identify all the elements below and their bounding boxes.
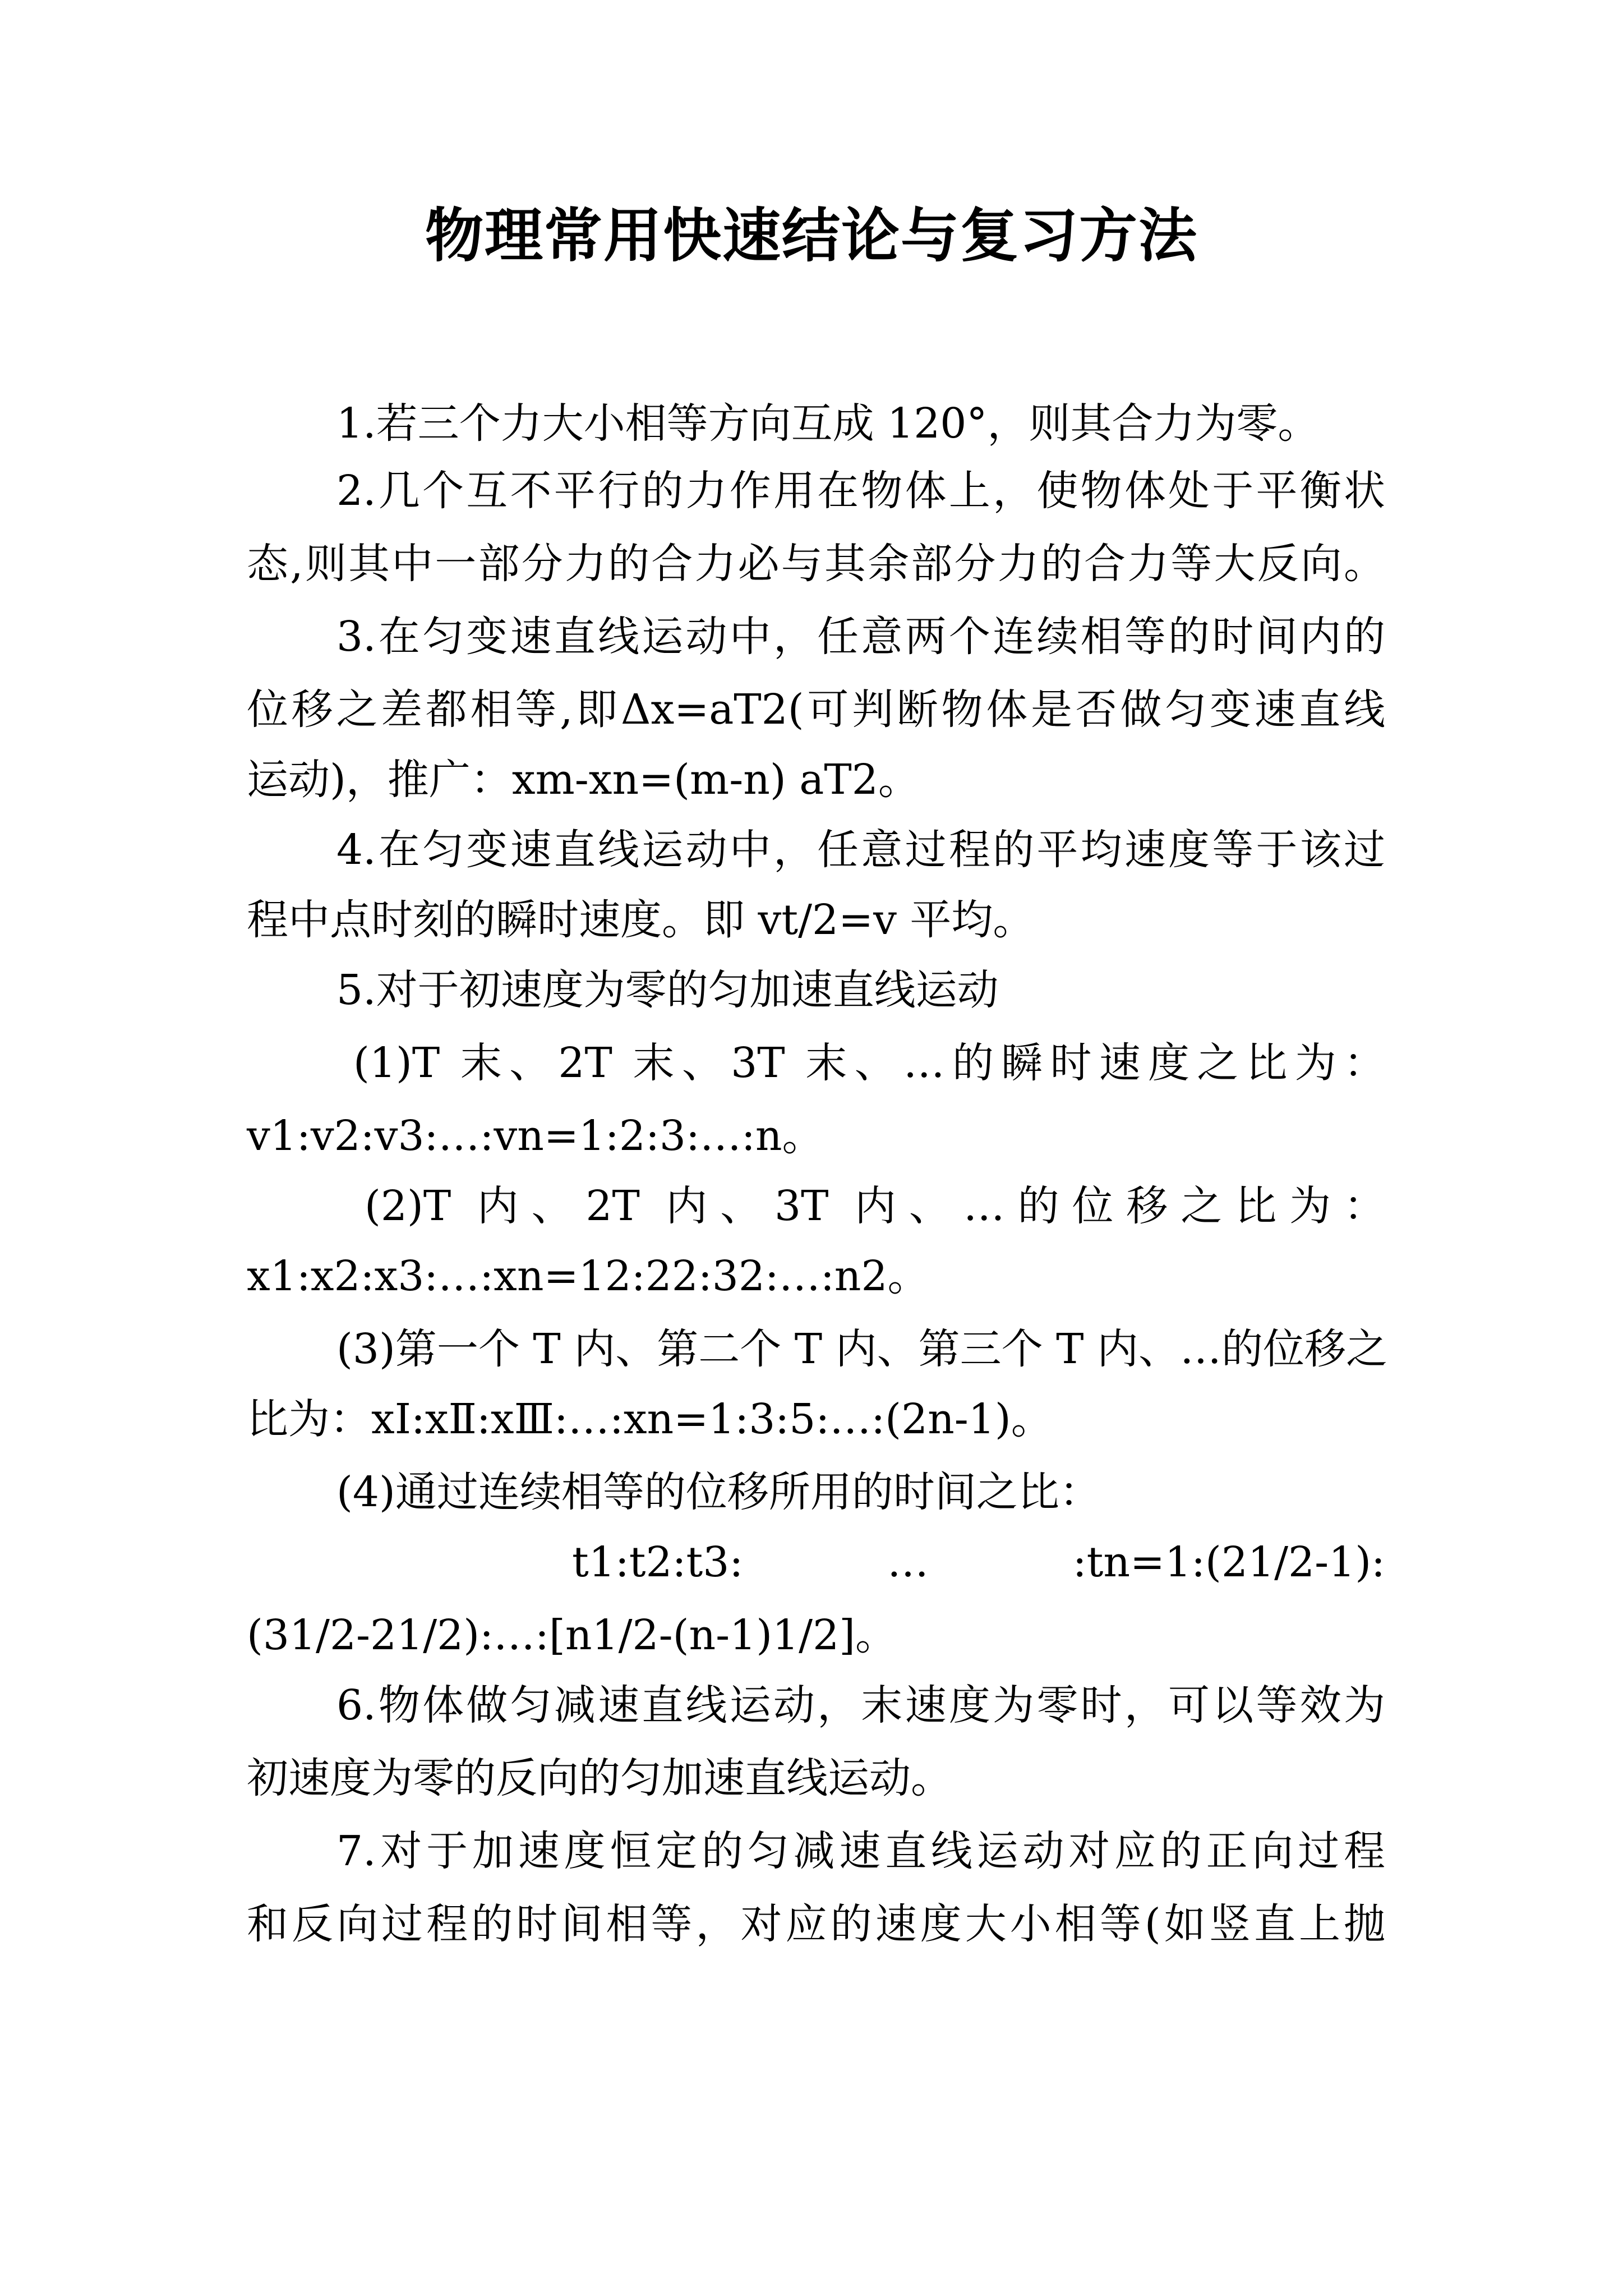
paragraph-line-8: 程中点时刻的瞬时速度。即 vt/2=v 平均。 [247, 896, 1035, 944]
paragraph-line-6: 运动)，推广：xm-xn=(m-n) aT2。 [247, 756, 920, 804]
paragraph-line-2: 2.几个互不平行的力作用在物体上，使物体处于平衡状 [336, 467, 1385, 515]
paragraph-line-10: (1)T 末、2T 末、3T 末、…的瞬时速度之比为： [353, 1039, 1385, 1087]
paragraph-line-3: 态,则其中一部分力的合力必与其余部分力的合力等大反向。 [247, 540, 1385, 588]
paragraph-line-16: (4)通过连续相等的位移所用的时间之比： [336, 1468, 1101, 1516]
paragraph-line-18: (31/2-21/2):…:[n1/2-(n-1)1/2]。 [247, 1611, 897, 1659]
paragraph-line-22: 和反向过程的时间相等，对应的速度大小相等(如竖直上抛 [247, 1900, 1385, 1948]
paragraph-line-11: v1:v2:v3:…:vn=1:2:3:…:n。 [247, 1112, 824, 1160]
document-title: 物理常用快速结论与复习方法 [425, 201, 1198, 270]
paragraph-line-17: t1:t2:t3: … :tn=1:(21/2-1): [572, 1538, 1385, 1586]
paragraph-line-21: 7.对于加速度恒定的匀减速直线运动对应的正向过程 [336, 1827, 1385, 1875]
paragraph-line-20: 初速度为零的反向的匀加速直线运动。 [247, 1754, 952, 1802]
paragraph-line-7: 4.在匀变速直线运动中，任意过程的平均速度等于该过 [336, 826, 1385, 874]
paragraph-line-14: (3)第一个 T 内、第二个 T 内、第三个 T 内、…的位移之 [336, 1325, 1388, 1373]
paragraph-line-1: 1.若三个力大小相等方向互成 120°，则其合力为零。 [336, 399, 1320, 448]
paragraph-line-13: x1:x2:x3:…:xn=12:22:32:…:n2。 [247, 1252, 929, 1300]
paragraph-line-12: (2)T 内、2T 内、3T 内、…的位移之比为： [365, 1182, 1385, 1230]
paragraph-line-15: 比为：xⅠ:xⅡ:xⅢ:…:xn=1:3:5:…:(2n-1)。 [247, 1395, 1053, 1443]
paragraph-line-19: 6.物体做匀减速直线运动，末速度为零时，可以等效为 [336, 1681, 1385, 1729]
paragraph-line-9: 5.对于初速度为零的匀加速直线运动 [336, 966, 999, 1014]
paragraph-line-5: 位移之差都相等,即Δx=aT2(可判断物体是否做匀变速直线 [247, 685, 1385, 734]
paragraph-line-4: 3.在匀变速直线运动中，任意两个连续相等的时间内的 [336, 613, 1385, 661]
